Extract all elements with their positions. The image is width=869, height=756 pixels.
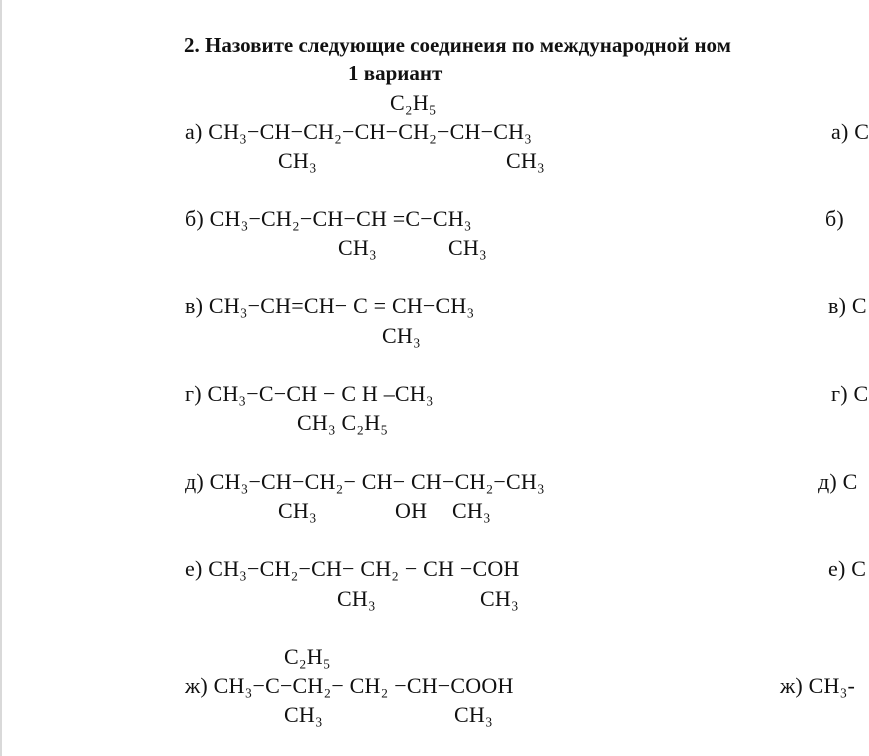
- formula-g-main-chain: г) СН₃−С−СН − С Н –СН₃: [185, 381, 434, 406]
- page-left-border: [0, 0, 2, 756]
- formula-e-main-chain: е) СН₃−СН₂−СН− СН₂ − СН −СОН: [185, 556, 520, 581]
- formula-a-substituent-below-2: СН₃: [506, 148, 545, 173]
- formula-d-right-column: д) С: [818, 469, 858, 494]
- task-title: 2. Назовите следующие соединеия по международной ном: [184, 33, 731, 57]
- formula-d-substituent-below-3: СН₃: [452, 498, 491, 523]
- formula-g-substituents-below: СН₃ С₂Н₅: [297, 410, 389, 435]
- formula-zh-right-column: ж) СН₃-: [780, 673, 855, 698]
- formula-d-substituent-below-2: ОН: [395, 498, 428, 523]
- formula-b-main-chain: б) СН₃−СН₂−СН−СН =С−СН₃: [185, 206, 472, 231]
- formula-a-substituent-below-1: СН₃: [278, 148, 317, 173]
- formula-a-right-column: а) С: [831, 119, 869, 144]
- formula-zh-substituent-below-1: СН₃: [284, 702, 323, 727]
- formula-zh-substituent-below-2: СН₃: [454, 702, 493, 727]
- formula-zh-substituent-above: С₂Н₅: [284, 644, 331, 669]
- variant-heading: 1 вариант: [348, 61, 443, 85]
- formula-v-main-chain: в) СН₃−СН=СН− С = СН−СН₃: [185, 293, 475, 318]
- formula-e-substituent-below-2: СН₃: [480, 586, 519, 611]
- formula-v-right-column: в) С: [828, 293, 867, 318]
- formula-v-substituent-below: СН₃: [382, 323, 421, 348]
- formula-g-right-column: г) С: [831, 381, 869, 406]
- formula-a-main-chain: а) СН₃−СН−СН₂−СН−СН₂−СН−СН₃: [185, 119, 533, 144]
- formula-b-substituent-below-2: СН₃: [448, 235, 487, 260]
- formula-e-substituent-below-1: СН₃: [337, 586, 376, 611]
- formula-b-substituent-below-1: СН₃: [338, 235, 377, 260]
- formula-d-substituent-below-1: СН₃: [278, 498, 317, 523]
- formula-e-right-column: е) С: [828, 556, 867, 581]
- formula-zh-main-chain: ж) СН₃−С−СН₂− СН₂ −СН−СООН: [185, 673, 514, 698]
- formula-b-right-column: б): [825, 206, 844, 231]
- formula-a-substituent-above: С₂Н₅: [390, 90, 437, 115]
- formula-d-main-chain: д) СН₃−СН−СН₂− СН− СН−СН₂−СН₃: [185, 469, 545, 494]
